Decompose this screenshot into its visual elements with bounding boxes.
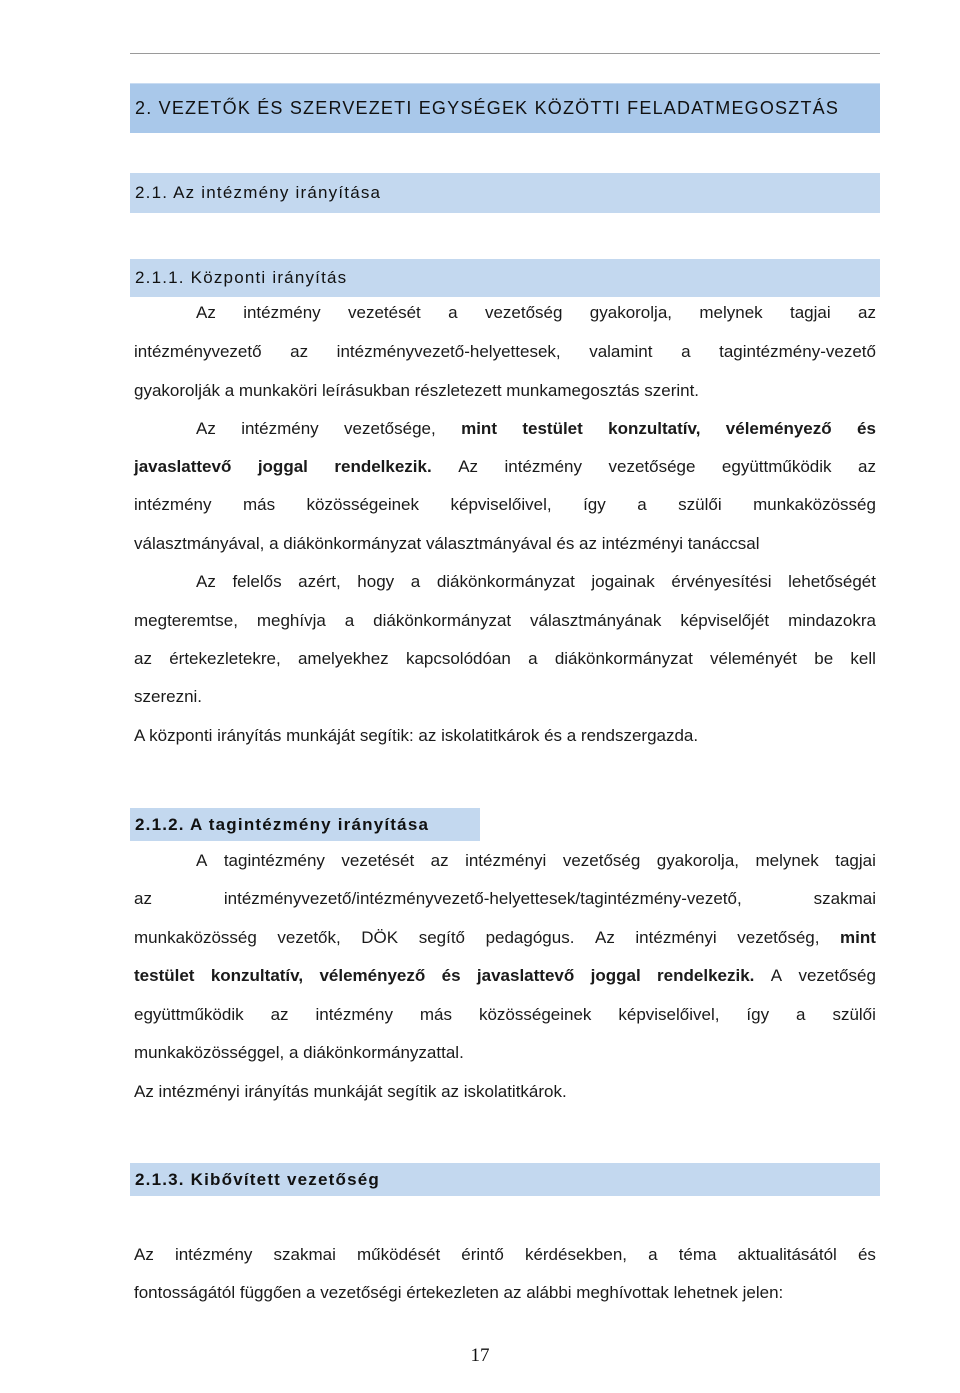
header-rule bbox=[130, 53, 880, 54]
word: a bbox=[344, 611, 355, 630]
word: az bbox=[290, 342, 309, 361]
word: Az bbox=[196, 419, 216, 438]
word: együttműködik bbox=[134, 1005, 244, 1024]
word: intézmény bbox=[134, 495, 212, 514]
word: az bbox=[134, 649, 152, 668]
word: azért, bbox=[298, 572, 341, 591]
paragraph-line bbox=[134, 571, 876, 593]
paragraph-line bbox=[134, 341, 876, 363]
word: testület bbox=[522, 419, 583, 438]
word: intézményvezető/intézményvezető-helyettesek/tagintézmény-vezető, bbox=[223, 889, 742, 908]
word: kell bbox=[850, 649, 876, 668]
word: a bbox=[528, 649, 538, 668]
word: működését bbox=[357, 1245, 441, 1264]
chapter-heading-text: 2. VEZETŐK ÉS SZERVEZETI EGYSÉGEK KÖZÖTTI FELADATMEGOSZTÁS bbox=[135, 98, 840, 118]
word: intézményi bbox=[465, 851, 547, 870]
word: értekezletekre, bbox=[169, 649, 281, 668]
paragraph-line: fontosságától függően a vezetőségi értekezleten az alábbi meghívottak lehetnek jelen: bbox=[134, 1283, 784, 1302]
word: intézmény bbox=[504, 457, 582, 476]
word: Az bbox=[458, 457, 479, 476]
word: vezetését bbox=[348, 303, 421, 322]
word: vezetőség bbox=[562, 851, 641, 870]
word: és bbox=[856, 419, 876, 438]
word: a bbox=[410, 572, 421, 591]
word: kérdésekben, bbox=[524, 1245, 628, 1264]
paragraph-line bbox=[134, 850, 876, 872]
word: melynek bbox=[699, 303, 763, 322]
paragraph-line bbox=[134, 927, 876, 949]
word: közösségeinek bbox=[478, 1005, 592, 1024]
paragraph-line bbox=[134, 888, 876, 910]
word: a bbox=[796, 1005, 806, 1024]
section-heading bbox=[130, 173, 880, 213]
word: konzultatív, bbox=[608, 419, 701, 438]
word: a bbox=[648, 1245, 658, 1264]
word: véleményező bbox=[725, 419, 832, 438]
word: Az bbox=[595, 928, 615, 947]
word: vezetőség bbox=[798, 966, 876, 985]
word: rendelkezik. bbox=[334, 457, 432, 476]
word: vezetőség, bbox=[737, 928, 820, 947]
word: véleményét bbox=[710, 649, 797, 668]
word: gyakorolja, bbox=[656, 851, 739, 870]
word: A bbox=[770, 966, 783, 985]
word: munkaközösség bbox=[134, 928, 257, 947]
subsection-heading-text: 2.1.3. Kibővített vezetőség bbox=[135, 1169, 380, 1189]
word: vezetősége bbox=[608, 457, 696, 476]
word: vezetését bbox=[341, 851, 415, 870]
word: és bbox=[857, 1245, 876, 1264]
word: munkaközösség bbox=[753, 495, 876, 514]
word: tagintézmény-vezető bbox=[719, 342, 876, 361]
word: tagintézmény bbox=[223, 851, 325, 870]
word: szakmai bbox=[813, 889, 876, 908]
word: valamint bbox=[589, 342, 653, 361]
word: érintő bbox=[461, 1245, 504, 1264]
word: Az bbox=[134, 1245, 154, 1264]
word: így bbox=[746, 1005, 770, 1024]
word: téma bbox=[678, 1245, 717, 1264]
word: joggal bbox=[257, 457, 308, 476]
word: melynek bbox=[755, 851, 819, 870]
chapter-heading bbox=[130, 83, 880, 133]
word: a bbox=[637, 495, 647, 514]
word: A bbox=[196, 851, 208, 870]
paragraph-line bbox=[134, 494, 876, 516]
word: a bbox=[448, 303, 458, 322]
word: intézmény bbox=[315, 1005, 393, 1024]
paragraph-line bbox=[134, 456, 876, 478]
word: be bbox=[814, 649, 834, 668]
word: kapcsolódóan bbox=[405, 649, 511, 668]
word: felelős bbox=[232, 572, 282, 591]
word: megteremtse, bbox=[134, 611, 238, 630]
word: DÖK bbox=[361, 928, 399, 947]
paragraph-line bbox=[134, 648, 876, 670]
word: hogy bbox=[357, 572, 395, 591]
word: aktualitásától bbox=[737, 1245, 837, 1264]
paragraph-line: munkaközösséggel, a diákönkormányzattal. bbox=[134, 1043, 464, 1062]
paragraph-line bbox=[134, 610, 876, 632]
word: vezetők, bbox=[277, 928, 341, 947]
subsection-heading-text: 2.1.2. A tagintézmény irányítása bbox=[135, 814, 430, 834]
word: intézményvezető-helyettesek, bbox=[336, 342, 561, 361]
word: joggal bbox=[590, 966, 641, 985]
word: intézmény bbox=[243, 303, 321, 322]
word: tagjai bbox=[790, 303, 831, 322]
word: és bbox=[441, 966, 461, 985]
word: az bbox=[857, 303, 876, 322]
word: testület bbox=[134, 966, 195, 985]
word: rendelkezik. bbox=[657, 966, 755, 985]
word: a bbox=[681, 342, 691, 361]
word: amelyekhez bbox=[297, 649, 389, 668]
word: szakmai bbox=[273, 1245, 336, 1264]
paragraph-line: szerezni. bbox=[134, 687, 203, 706]
word: jogainak bbox=[591, 572, 655, 591]
word: intézmény bbox=[241, 419, 319, 438]
word: mindazokra bbox=[788, 611, 876, 630]
subsection-heading-central bbox=[130, 259, 880, 297]
word: az bbox=[270, 1005, 289, 1024]
word: vezetősége, bbox=[344, 419, 436, 438]
paragraph-line bbox=[134, 1244, 876, 1266]
paragraph-line bbox=[134, 302, 876, 324]
word: diákönkormányzat bbox=[436, 572, 575, 591]
word: segítő bbox=[418, 928, 465, 947]
page-number: 17 bbox=[470, 1345, 490, 1366]
word: pedagógus. bbox=[485, 928, 575, 947]
word: javaslattevő bbox=[134, 457, 232, 476]
word: tagjai bbox=[835, 851, 876, 870]
word: diákönkormányzat bbox=[373, 611, 512, 630]
word: intézményvezető bbox=[134, 342, 262, 361]
word: szülői bbox=[832, 1005, 876, 1024]
word: választmányának bbox=[530, 611, 662, 630]
word: intézmény bbox=[174, 1245, 253, 1264]
word: Az bbox=[196, 303, 216, 322]
paragraph-line bbox=[134, 1004, 876, 1026]
word: így bbox=[583, 495, 606, 514]
subsection-heading-extended-leadership bbox=[130, 1163, 880, 1196]
word: intézményi bbox=[635, 928, 717, 947]
word: más bbox=[419, 1005, 453, 1024]
word: együttműködik bbox=[721, 457, 832, 476]
word: képviselőivel, bbox=[618, 1005, 720, 1024]
word: érvényesítési bbox=[671, 572, 772, 591]
word: az bbox=[858, 457, 876, 476]
word: diákönkormányzat bbox=[554, 649, 693, 668]
paragraph-line: A központi irányítás munkáját segítik: az iskolatitkárok és a rendszergazda. bbox=[134, 726, 699, 745]
paragraph-line bbox=[134, 418, 876, 440]
word: véleményező bbox=[319, 966, 426, 985]
subsection-heading-text: 2.1.1. Központi irányítás bbox=[135, 268, 348, 287]
paragraph-line bbox=[134, 965, 876, 987]
word: lehetőségét bbox=[788, 572, 876, 591]
word: javaslattevő bbox=[476, 966, 575, 985]
word: az bbox=[430, 851, 449, 870]
word: mint bbox=[840, 928, 876, 947]
word: gyakorolja, bbox=[589, 303, 672, 322]
word: meghívja bbox=[256, 611, 326, 630]
section-heading-text: 2.1. Az intézmény irányítása bbox=[135, 183, 382, 202]
subsection-heading-member-institution bbox=[130, 808, 480, 841]
word: képviselőjét bbox=[680, 611, 770, 630]
word: Az bbox=[196, 572, 216, 591]
paragraph-line: Az intézményi irányítás munkáját segítik az iskolatitkárok. bbox=[134, 1082, 567, 1101]
word: mint bbox=[461, 419, 497, 438]
paragraph-line: választmányával, a diákönkormányzat választmányával és az intézményi tanáccsal bbox=[134, 534, 760, 553]
word: képviselőivel, bbox=[450, 495, 552, 514]
word: közösségeinek bbox=[306, 495, 420, 514]
word: az bbox=[134, 889, 152, 908]
paragraph-line: gyakorolják a munkaköri leírásukban részletezett munkamegosztás szerint. bbox=[134, 381, 700, 400]
word: konzultatív, bbox=[210, 966, 304, 985]
word: más bbox=[242, 495, 276, 514]
word: vezetőség bbox=[484, 303, 563, 322]
word: szülői bbox=[678, 495, 722, 514]
